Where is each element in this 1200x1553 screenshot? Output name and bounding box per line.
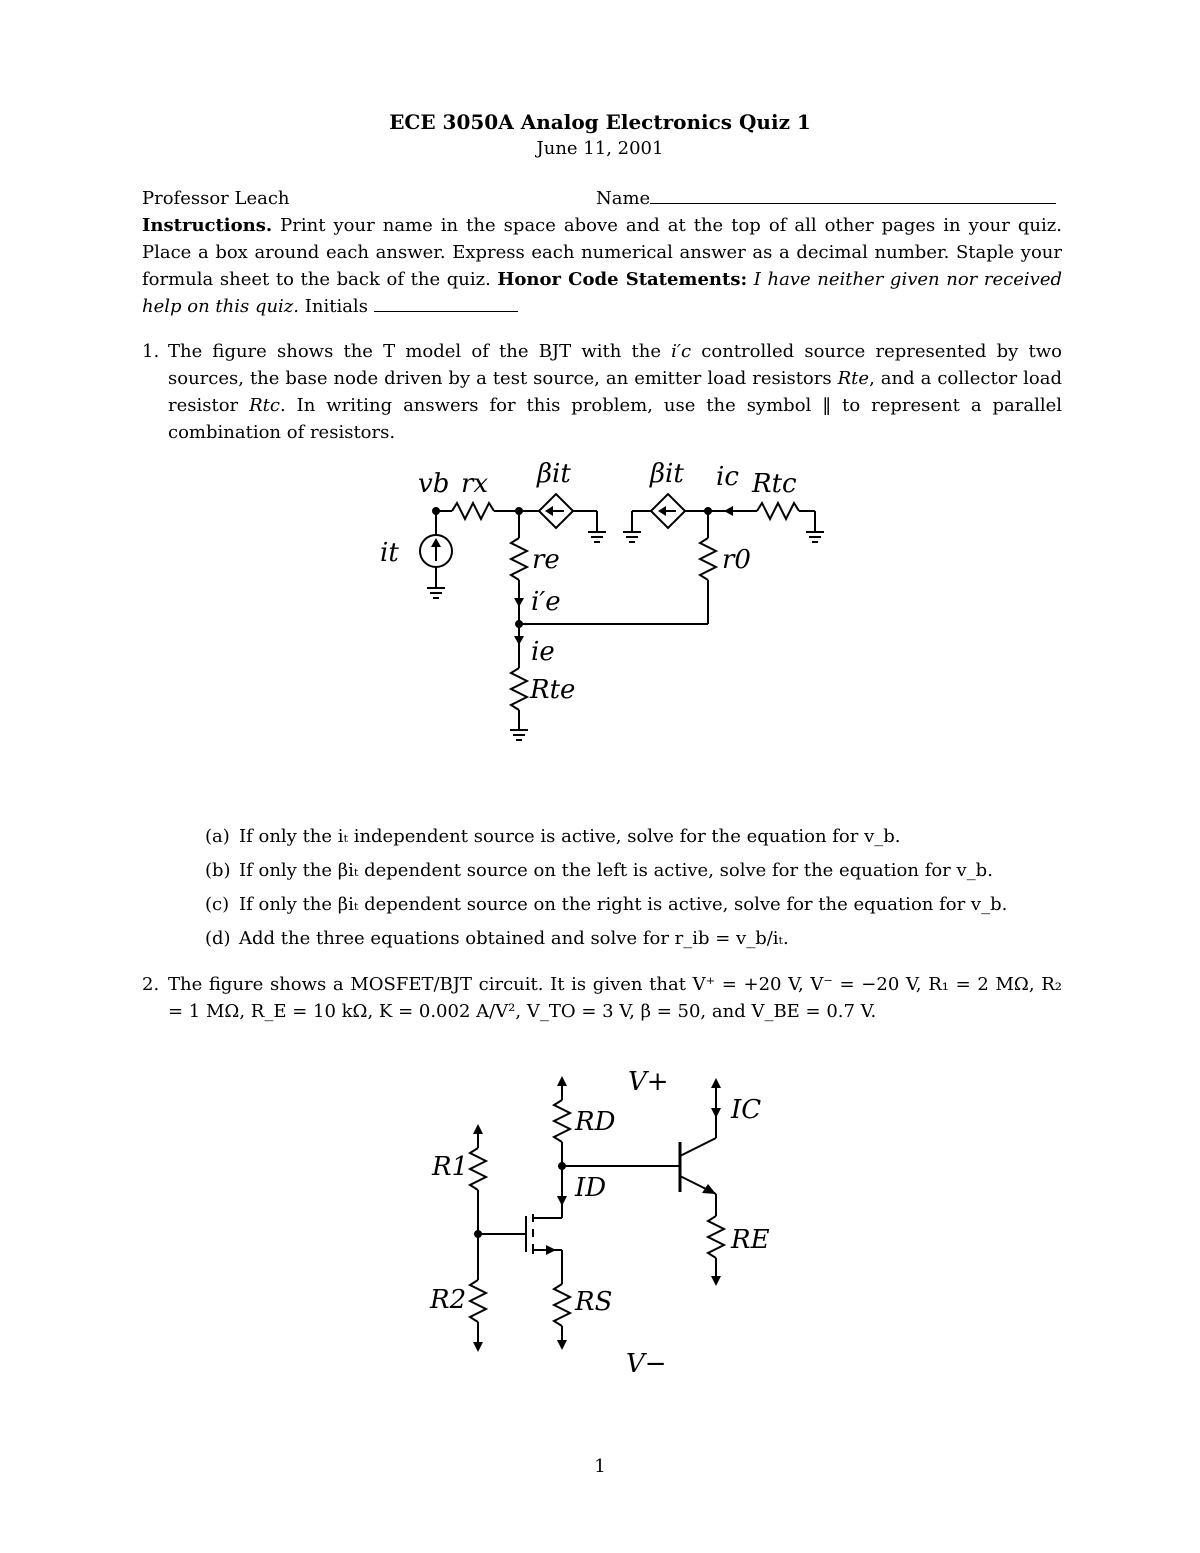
label-r0: r0: [722, 545, 751, 575]
label-ic: ic: [716, 462, 739, 492]
label-rd: RD: [575, 1107, 616, 1137]
honor-code-text: I have neither given nor received help on this quiz.: [142, 269, 1062, 317]
professor-name: Professor Leach: [142, 188, 290, 209]
initials-label: Initials: [299, 296, 368, 317]
rte-resistor: [511, 668, 527, 710]
q1-symbol-rtc: Rtc: [249, 395, 280, 416]
part-label: (a): [205, 826, 230, 847]
rs-resistor: [554, 1284, 570, 1326]
part-text: If only the βiₜ dependent source on the left is active, solve for the equation for v_b.: [239, 860, 993, 881]
name-blank-line[interactable]: [650, 187, 1056, 204]
label-re: RE: [731, 1225, 770, 1255]
label-re: re: [532, 545, 560, 575]
bjt-transistor: [680, 1138, 716, 1194]
label-beta-it-left: βit: [537, 459, 571, 489]
re-resistor: [511, 538, 527, 580]
label-rte: Rte: [530, 675, 576, 705]
q1-text-b: controlled source represented by two sources, the base node driven by a test source, an emitter load resistors: [168, 341, 1062, 389]
question-1: [142, 338, 1063, 446]
label-ie-prime: i′e: [531, 587, 561, 617]
instructions-paragraph: [142, 212, 1062, 320]
label-r2: R2: [430, 1285, 467, 1315]
q1-text-a: The figure shows the T model of the BJT with the: [168, 341, 672, 362]
initials-blank-line[interactable]: [374, 295, 518, 312]
rd-resistor: [554, 1100, 570, 1142]
question-2: [142, 971, 1062, 1025]
label-r1: R1: [432, 1152, 469, 1182]
q1-part-b: [205, 857, 1065, 884]
mosfet-transistor: [526, 1214, 562, 1255]
ground-symbol: [427, 588, 445, 598]
r2-resistor: [470, 1280, 486, 1322]
question-1-number: 1.: [142, 341, 160, 362]
mosfet-bjt-circuit-figure: [420, 1062, 800, 1392]
instructions-lead: Instructions.: [142, 215, 273, 236]
label-rtc: Rtc: [752, 469, 797, 499]
part-text: If only the iₜ independent source is active, solve for the equation for v_b.: [239, 826, 901, 847]
bjt-t-model-figure: [370, 455, 850, 755]
part-text: If only the βiₜ dependent source on the right is active, solve for the equation for v_b.: [239, 894, 1008, 915]
part-label: (c): [205, 894, 230, 915]
q1-part-a: [205, 823, 1065, 850]
label-ie: ie: [531, 637, 555, 667]
honor-code-label: Honor Code Statements:: [497, 269, 748, 290]
q2-text: The figure shows a MOSFET/BJT circuit. It is given that V⁺ = +20 V, V⁻ = −20 V, R₁ = 2 MΩ, R₂ = 1 MΩ, R_E = 10 kΩ, K = 0.002 A/V², V_TO = 3 V, β = 50, and V_BE = 0.7 V.: [168, 974, 1062, 1022]
part-label: (d): [205, 928, 231, 949]
q1-symbol-ic: i′c: [671, 341, 692, 362]
quiz-title: ECE 3050A Analog Electronics Quiz 1: [389, 110, 811, 134]
r0-resistor: [700, 538, 716, 580]
q1-text-d: . In writing answers for this problem, use the symbol ‖ to represent a parallel combination of resistors.: [168, 395, 1063, 443]
label-ic: IC: [731, 1095, 762, 1125]
label-vplus: V+: [628, 1067, 669, 1097]
page-number: 1: [594, 1456, 606, 1477]
q1-text-c: , and a collector load resistor: [168, 368, 1062, 416]
quiz-date: June 11, 2001: [536, 138, 664, 159]
label-id: ID: [575, 1173, 607, 1203]
q1-part-d: [205, 925, 1065, 952]
q1-part-c: [205, 891, 1065, 918]
label-it: it: [380, 538, 399, 568]
name-field[interactable]: [596, 185, 1056, 212]
ground-symbol: [588, 532, 606, 542]
part-text: Add the three equations obtained and solve for r_ib = v_b/iₜ.: [239, 928, 789, 949]
rx-resistor: [452, 503, 494, 519]
q1-symbol-rte: Rte: [837, 368, 870, 389]
question-2-number: 2.: [142, 974, 160, 995]
label-vminus: V−: [626, 1349, 667, 1379]
label-beta-it-right: βit: [650, 459, 684, 489]
name-label: Name: [596, 188, 651, 209]
label-rs: RS: [575, 1287, 613, 1317]
r1-resistor: [470, 1148, 486, 1190]
label-vb: vb: [418, 469, 450, 499]
ground-symbol: [806, 532, 824, 542]
instructions-body: Print your name in the space above and at the top of all other pages in your quiz. Place a box around each answer. Express each numerical answer as a decimal number. Staple your formula sheet to the back of the quiz.: [142, 215, 1062, 290]
ground-symbol: [510, 730, 528, 740]
re-resistor: [708, 1216, 724, 1258]
rtc-resistor: [757, 503, 799, 519]
part-label: (b): [205, 860, 231, 881]
ground-symbol: [623, 532, 641, 542]
label-rx: rx: [461, 469, 489, 499]
